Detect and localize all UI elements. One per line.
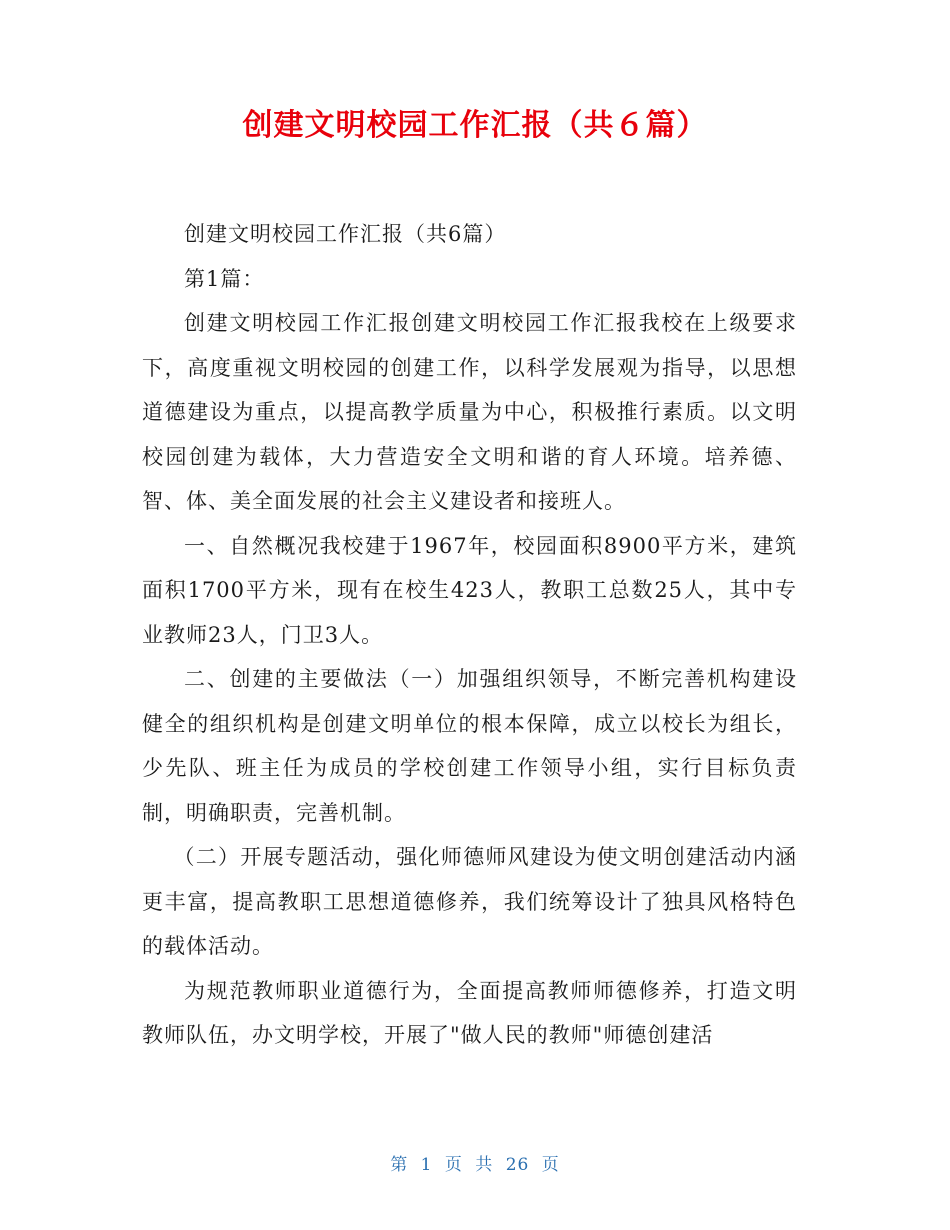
body-paragraph-overview: 一、自然概况我校建于1967年，校园面积8900平方米，建筑面积1700平方米，现有在校生423人，教职工总数25人，其中专业教师23人，门卫3人。 [142,533,797,647]
body-paragraph-intro: 创建文明校园工作汇报创建文明校园工作汇报我校在上级要求下，高度重视文明校园的创建工作，以科学发展观为指导，以思想道德建设为重点，以提高教学质量为中心，积极推行素质。以文明校园创建为载体，大力营造安全文明和谐的育人环境。培养德、智、体、美全面发展的社会主义建设者和接班人。 [142,311,797,513]
body-paragraph-activities: （二）开展专题活动，强化师德师风建设为使文明创建活动内涵更丰富，提高教职工思想道德修养，我们统筹设计了独具风格特色的载体活动。 [142,845,797,958]
footer-total-pages: 26 [505,1155,530,1175]
footer-total-prefix: 共 [475,1155,494,1175]
body-paragraph-methods: 二、创建的主要做法（一）加强组织领导，不断完善机构建设健全的组织机构是创建文明单位的根本保障，成立以校长为组长，少先队、班主任为成员的学校创建工作领导小组，实行目标负责制，明确职责，完善机制。 [142,667,797,825]
footer-current-page: 1 [420,1155,433,1175]
document-body [142,212,797,1058]
page-footer [0,1150,950,1175]
body-paragraph-subtitle: 创建文明校园工作汇报（共6篇） [184,222,507,246]
footer-page-prefix: 第 [390,1155,409,1175]
footer-total-suffix: 页 [541,1155,560,1175]
body-paragraph-part-label: 第1篇： [184,266,265,291]
footer-page-mid: 页 [444,1155,463,1175]
body-paragraph-ethics: 为规范教师职业道德行为，全面提高教师师德修养，打造文明教师队伍，办文明学校，开展了"做人民的教师"师德创建活 [142,978,797,1047]
document-title: 创建文明校园工作汇报（共６篇） [242,108,708,143]
